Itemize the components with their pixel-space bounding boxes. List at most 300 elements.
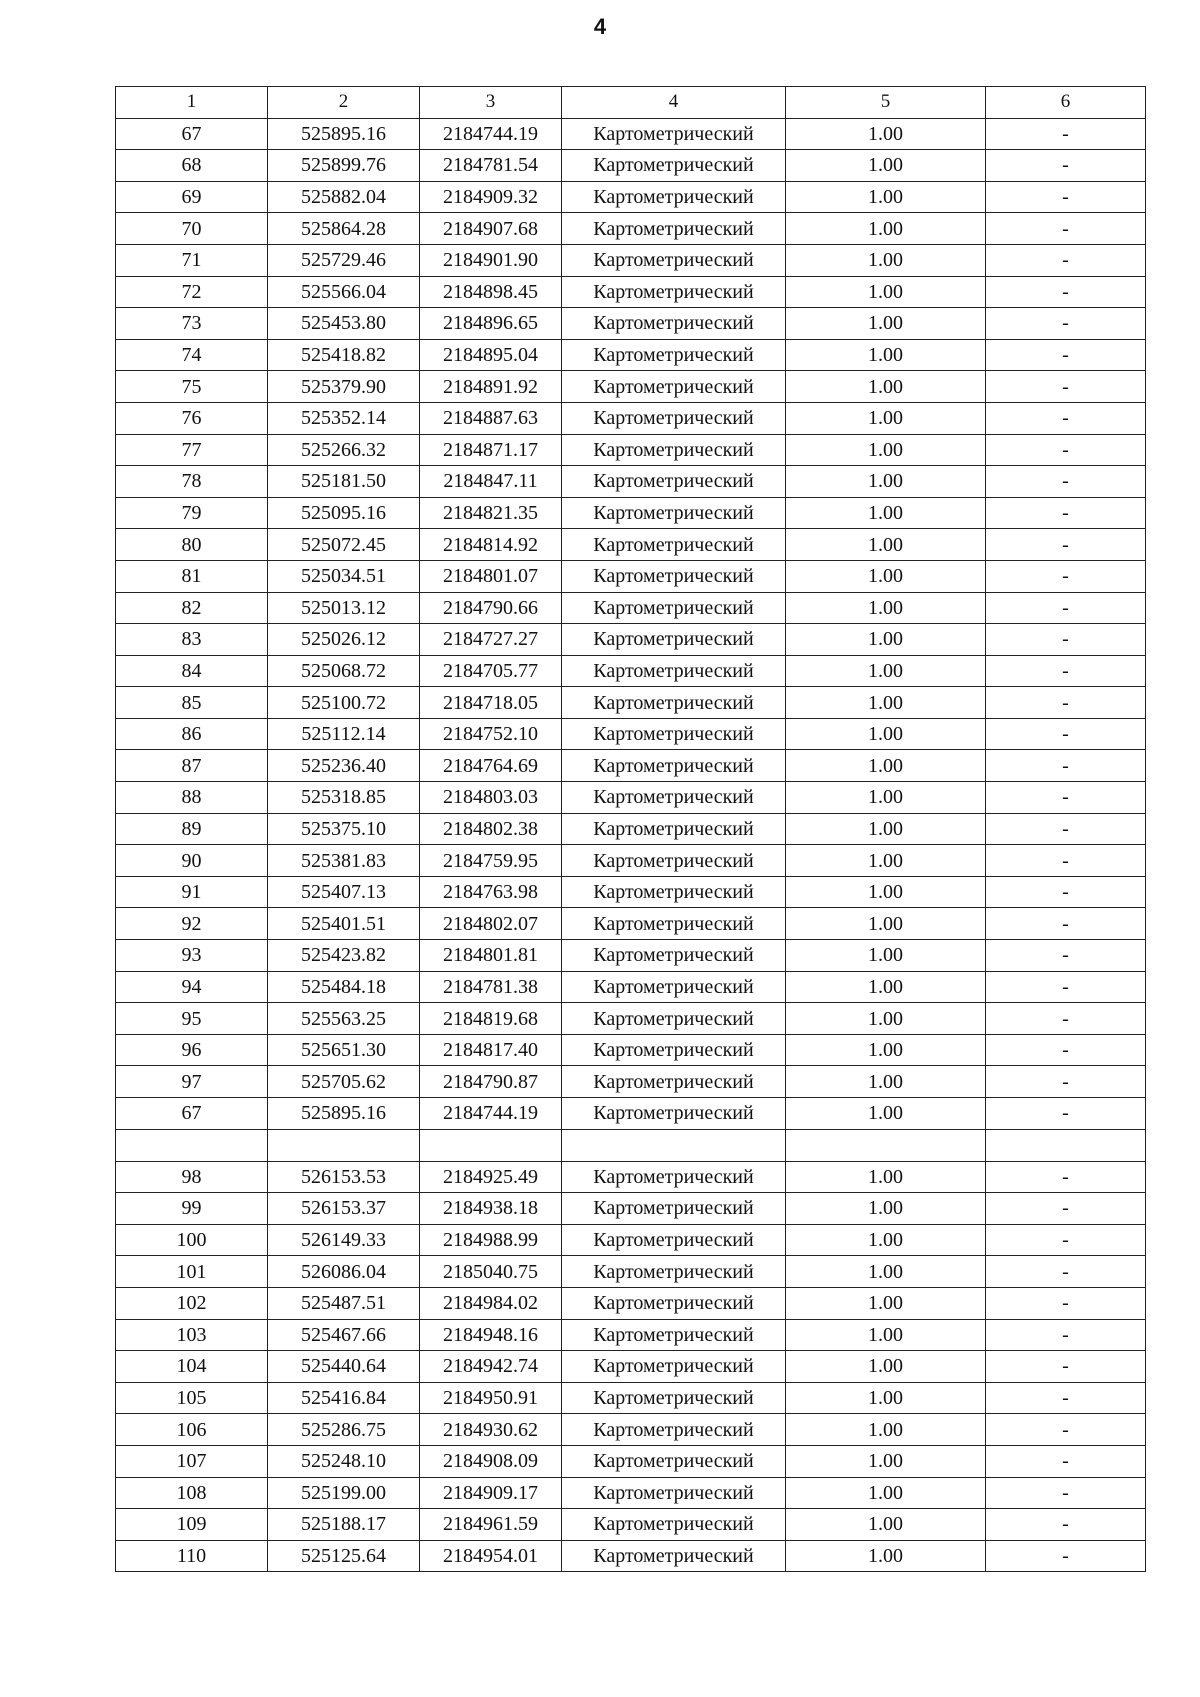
x-coordinate-cell: 525895.16 (268, 1098, 420, 1130)
table-row (116, 845, 1146, 877)
description-cell: - (986, 118, 1146, 150)
table-row (116, 244, 1146, 276)
method-cell: Картометрический (562, 560, 786, 592)
table-row (116, 1445, 1146, 1477)
method-cell: Картометрический (562, 339, 786, 371)
point-number-cell: 76 (116, 402, 268, 434)
point-number-cell: 74 (116, 339, 268, 371)
point-number-cell: 69 (116, 181, 268, 213)
accuracy-cell: 1.00 (786, 750, 986, 782)
page-number: 4 (593, 14, 607, 39)
y-coordinate-cell: 2184895.04 (420, 339, 562, 371)
method-cell: Картометрический (562, 529, 786, 561)
accuracy-cell: 1.00 (786, 813, 986, 845)
y-coordinate-cell: 2184925.49 (420, 1161, 562, 1193)
table-row (116, 497, 1146, 529)
x-coordinate-cell: 525407.13 (268, 876, 420, 908)
x-coordinate-cell: 525453.80 (268, 308, 420, 340)
accuracy-cell (786, 1129, 986, 1161)
description-cell: - (986, 1193, 1146, 1225)
y-coordinate-cell: 2184790.66 (420, 592, 562, 624)
coordinates-table (115, 86, 1146, 1572)
accuracy-cell: 1.00 (786, 687, 986, 719)
method-cell (562, 1129, 786, 1161)
x-coordinate-cell: 525266.32 (268, 434, 420, 466)
table-row (116, 466, 1146, 498)
description-cell (986, 1129, 1146, 1161)
method-cell: Картометрический (562, 466, 786, 498)
y-coordinate-cell: 2184744.19 (420, 118, 562, 150)
y-coordinate-cell: 2184930.62 (420, 1414, 562, 1446)
description-cell: - (986, 402, 1146, 434)
accuracy-cell: 1.00 (786, 876, 986, 908)
table-row (116, 339, 1146, 371)
method-cell: Картометрический (562, 402, 786, 434)
x-coordinate-cell (268, 1129, 420, 1161)
accuracy-cell: 1.00 (786, 434, 986, 466)
description-cell: - (986, 624, 1146, 656)
method-cell: Картометрический (562, 1034, 786, 1066)
y-coordinate-cell: 2184896.65 (420, 308, 562, 340)
description-cell: - (986, 276, 1146, 308)
method-cell: Картометрический (562, 1066, 786, 1098)
point-number-cell: 100 (116, 1224, 268, 1256)
table-row (116, 1034, 1146, 1066)
x-coordinate-cell: 525199.00 (268, 1477, 420, 1509)
x-coordinate-cell: 525416.84 (268, 1382, 420, 1414)
point-number-cell: 106 (116, 1414, 268, 1446)
x-coordinate-cell: 525882.04 (268, 181, 420, 213)
table-row (116, 1509, 1146, 1541)
point-number-cell: 75 (116, 371, 268, 403)
x-coordinate-cell: 525188.17 (268, 1509, 420, 1541)
description-cell: - (986, 1287, 1146, 1319)
y-coordinate-cell: 2184948.16 (420, 1319, 562, 1351)
table-row (116, 1256, 1146, 1288)
description-cell: - (986, 150, 1146, 182)
method-cell: Картометрический (562, 1098, 786, 1130)
description-cell: - (986, 718, 1146, 750)
point-number-cell: 101 (116, 1256, 268, 1288)
y-coordinate-cell: 2184847.11 (420, 466, 562, 498)
x-coordinate-cell: 525423.82 (268, 940, 420, 972)
method-cell: Картометрический (562, 244, 786, 276)
column-header: 6 (986, 87, 1146, 119)
separator-row (116, 1129, 1146, 1161)
y-coordinate-cell: 2184961.59 (420, 1509, 562, 1541)
method-cell: Картометрический (562, 150, 786, 182)
x-coordinate-cell: 525895.16 (268, 118, 420, 150)
point-number-cell: 95 (116, 1003, 268, 1035)
table-row (116, 718, 1146, 750)
accuracy-cell: 1.00 (786, 118, 986, 150)
y-coordinate-cell: 2184781.54 (420, 150, 562, 182)
table-row (116, 782, 1146, 814)
method-cell: Картометрический (562, 876, 786, 908)
description-cell: - (986, 1066, 1146, 1098)
point-number-cell: 99 (116, 1193, 268, 1225)
method-cell: Картометрический (562, 434, 786, 466)
x-coordinate-cell: 525563.25 (268, 1003, 420, 1035)
accuracy-cell: 1.00 (786, 213, 986, 245)
description-cell: - (986, 497, 1146, 529)
method-cell: Картометрический (562, 1351, 786, 1383)
method-cell: Картометрический (562, 655, 786, 687)
accuracy-cell: 1.00 (786, 1098, 986, 1130)
accuracy-cell: 1.00 (786, 1382, 986, 1414)
point-number-cell: 79 (116, 497, 268, 529)
point-number-cell: 85 (116, 687, 268, 719)
table-row (116, 1098, 1146, 1130)
description-cell: - (986, 1319, 1146, 1351)
accuracy-cell: 1.00 (786, 624, 986, 656)
accuracy-cell: 1.00 (786, 1003, 986, 1035)
y-coordinate-cell: 2184752.10 (420, 718, 562, 750)
point-number-cell: 87 (116, 750, 268, 782)
accuracy-cell: 1.00 (786, 339, 986, 371)
table-row (116, 1414, 1146, 1446)
x-coordinate-cell: 525651.30 (268, 1034, 420, 1066)
point-number-cell: 91 (116, 876, 268, 908)
method-cell: Картометрический (562, 1193, 786, 1225)
table-row (116, 1287, 1146, 1319)
description-cell: - (986, 181, 1146, 213)
table-row (116, 213, 1146, 245)
method-cell: Картометрический (562, 1414, 786, 1446)
table-row (116, 687, 1146, 719)
x-coordinate-cell: 525181.50 (268, 466, 420, 498)
description-cell: - (986, 339, 1146, 371)
accuracy-cell: 1.00 (786, 1161, 986, 1193)
description-cell: - (986, 750, 1146, 782)
accuracy-cell: 1.00 (786, 276, 986, 308)
table-row (116, 940, 1146, 972)
y-coordinate-cell: 2184763.98 (420, 876, 562, 908)
description-cell: - (986, 1256, 1146, 1288)
x-coordinate-cell: 525375.10 (268, 813, 420, 845)
point-number-cell: 80 (116, 529, 268, 561)
accuracy-cell: 1.00 (786, 655, 986, 687)
x-coordinate-cell: 526153.37 (268, 1193, 420, 1225)
table-row (116, 750, 1146, 782)
table-row (116, 560, 1146, 592)
description-cell: - (986, 813, 1146, 845)
accuracy-cell: 1.00 (786, 1193, 986, 1225)
table-row (116, 1003, 1146, 1035)
method-cell: Картометрический (562, 813, 786, 845)
point-number-cell: 105 (116, 1382, 268, 1414)
point-number-cell: 83 (116, 624, 268, 656)
y-coordinate-cell: 2184790.87 (420, 1066, 562, 1098)
description-cell: - (986, 1034, 1146, 1066)
point-number-cell: 94 (116, 971, 268, 1003)
description-cell: - (986, 1540, 1146, 1572)
y-coordinate-cell: 2184942.74 (420, 1351, 562, 1383)
point-number-cell: 86 (116, 718, 268, 750)
x-coordinate-cell: 525487.51 (268, 1287, 420, 1319)
y-coordinate-cell: 2184901.90 (420, 244, 562, 276)
table-row (116, 1477, 1146, 1509)
accuracy-cell: 1.00 (786, 1034, 986, 1066)
point-number-cell: 67 (116, 1098, 268, 1130)
x-coordinate-cell: 525034.51 (268, 560, 420, 592)
y-coordinate-cell: 2184814.92 (420, 529, 562, 561)
description-cell: - (986, 244, 1146, 276)
accuracy-cell: 1.00 (786, 845, 986, 877)
accuracy-cell: 1.00 (786, 1224, 986, 1256)
table-row (116, 813, 1146, 845)
method-cell: Картометрический (562, 213, 786, 245)
accuracy-cell: 1.00 (786, 718, 986, 750)
method-cell: Картометрический (562, 1319, 786, 1351)
y-coordinate-cell: 2184938.18 (420, 1193, 562, 1225)
description-cell: - (986, 655, 1146, 687)
x-coordinate-cell: 525352.14 (268, 402, 420, 434)
x-coordinate-cell: 525125.64 (268, 1540, 420, 1572)
table-row (116, 876, 1146, 908)
y-coordinate-cell: 2184909.32 (420, 181, 562, 213)
x-coordinate-cell: 525864.28 (268, 213, 420, 245)
description-cell: - (986, 782, 1146, 814)
table-row (116, 1161, 1146, 1193)
point-number-cell: 93 (116, 940, 268, 972)
column-header: 4 (562, 87, 786, 119)
point-number-cell: 104 (116, 1351, 268, 1383)
y-coordinate-cell: 2184727.27 (420, 624, 562, 656)
column-header: 3 (420, 87, 562, 119)
point-number-cell: 102 (116, 1287, 268, 1319)
point-number-cell: 90 (116, 845, 268, 877)
method-cell: Картометрический (562, 750, 786, 782)
method-cell: Картометрический (562, 908, 786, 940)
accuracy-cell: 1.00 (786, 150, 986, 182)
table-row (116, 1319, 1146, 1351)
point-number-cell: 84 (116, 655, 268, 687)
table-row (116, 276, 1146, 308)
point-number-cell: 73 (116, 308, 268, 340)
header-row (116, 87, 1146, 119)
y-coordinate-cell: 2184781.38 (420, 971, 562, 1003)
x-coordinate-cell: 526149.33 (268, 1224, 420, 1256)
description-cell: - (986, 1351, 1146, 1383)
accuracy-cell: 1.00 (786, 497, 986, 529)
description-cell: - (986, 1224, 1146, 1256)
description-cell: - (986, 876, 1146, 908)
accuracy-cell: 1.00 (786, 1319, 986, 1351)
description-cell: - (986, 940, 1146, 972)
y-coordinate-cell: 2184802.07 (420, 908, 562, 940)
x-coordinate-cell: 525072.45 (268, 529, 420, 561)
accuracy-cell: 1.00 (786, 466, 986, 498)
y-coordinate-cell: 2184950.91 (420, 1382, 562, 1414)
table-row (116, 624, 1146, 656)
point-number-cell: 81 (116, 560, 268, 592)
x-coordinate-cell: 525095.16 (268, 497, 420, 529)
column-header: 2 (268, 87, 420, 119)
x-coordinate-cell: 525248.10 (268, 1445, 420, 1477)
x-coordinate-cell: 525899.76 (268, 150, 420, 182)
y-coordinate-cell: 2184817.40 (420, 1034, 562, 1066)
x-coordinate-cell: 525236.40 (268, 750, 420, 782)
x-coordinate-cell: 525112.14 (268, 718, 420, 750)
method-cell: Картометрический (562, 371, 786, 403)
method-cell: Картометрический (562, 845, 786, 877)
method-cell: Картометрический (562, 718, 786, 750)
description-cell: - (986, 1161, 1146, 1193)
point-number-cell: 71 (116, 244, 268, 276)
x-coordinate-cell: 525318.85 (268, 782, 420, 814)
x-coordinate-cell: 525379.90 (268, 371, 420, 403)
method-cell: Картометрический (562, 687, 786, 719)
x-coordinate-cell: 525068.72 (268, 655, 420, 687)
accuracy-cell: 1.00 (786, 1351, 986, 1383)
description-cell: - (986, 466, 1146, 498)
x-coordinate-cell: 525100.72 (268, 687, 420, 719)
y-coordinate-cell: 2184801.81 (420, 940, 562, 972)
method-cell: Картометрический (562, 1161, 786, 1193)
table-row (116, 402, 1146, 434)
method-cell: Картометрический (562, 1477, 786, 1509)
method-cell: Картометрический (562, 1445, 786, 1477)
accuracy-cell: 1.00 (786, 1066, 986, 1098)
y-coordinate-cell: 2184819.68 (420, 1003, 562, 1035)
description-cell: - (986, 213, 1146, 245)
table-row (116, 371, 1146, 403)
y-coordinate-cell: 2184759.95 (420, 845, 562, 877)
point-number-cell: 109 (116, 1509, 268, 1541)
y-coordinate-cell: 2184803.03 (420, 782, 562, 814)
y-coordinate-cell: 2184718.05 (420, 687, 562, 719)
y-coordinate-cell: 2185040.75 (420, 1256, 562, 1288)
x-coordinate-cell: 526153.53 (268, 1161, 420, 1193)
description-cell: - (986, 971, 1146, 1003)
y-coordinate-cell (420, 1129, 562, 1161)
method-cell: Картометрический (562, 1287, 786, 1319)
column-header: 1 (116, 87, 268, 119)
point-number-cell: 82 (116, 592, 268, 624)
table-body (116, 118, 1146, 1572)
accuracy-cell: 1.00 (786, 940, 986, 972)
point-number-cell: 103 (116, 1319, 268, 1351)
accuracy-cell: 1.00 (786, 1414, 986, 1446)
description-cell: - (986, 434, 1146, 466)
point-number-cell: 96 (116, 1034, 268, 1066)
table-row (116, 118, 1146, 150)
method-cell: Картометрический (562, 118, 786, 150)
method-cell: Картометрический (562, 1224, 786, 1256)
x-coordinate-cell: 525401.51 (268, 908, 420, 940)
point-number-cell: 67 (116, 118, 268, 150)
table-row (116, 592, 1146, 624)
accuracy-cell: 1.00 (786, 402, 986, 434)
method-cell: Картометрический (562, 1256, 786, 1288)
point-number-cell: 77 (116, 434, 268, 466)
x-coordinate-cell: 525418.82 (268, 339, 420, 371)
column-header: 5 (786, 87, 986, 119)
point-number-cell: 70 (116, 213, 268, 245)
table-row (116, 1382, 1146, 1414)
description-cell: - (986, 1414, 1146, 1446)
description-cell: - (986, 908, 1146, 940)
table-row (116, 150, 1146, 182)
y-coordinate-cell: 2184802.38 (420, 813, 562, 845)
accuracy-cell: 1.00 (786, 908, 986, 940)
description-cell: - (986, 560, 1146, 592)
y-coordinate-cell: 2184764.69 (420, 750, 562, 782)
table-row (116, 434, 1146, 466)
table-row (116, 308, 1146, 340)
method-cell: Картометрический (562, 1003, 786, 1035)
description-cell: - (986, 371, 1146, 403)
accuracy-cell: 1.00 (786, 592, 986, 624)
x-coordinate-cell: 525286.75 (268, 1414, 420, 1446)
y-coordinate-cell: 2184891.92 (420, 371, 562, 403)
x-coordinate-cell: 525026.12 (268, 624, 420, 656)
method-cell: Картометрический (562, 1540, 786, 1572)
table-row (116, 908, 1146, 940)
method-cell: Картометрический (562, 1382, 786, 1414)
x-coordinate-cell: 525484.18 (268, 971, 420, 1003)
method-cell: Картометрический (562, 1509, 786, 1541)
y-coordinate-cell: 2184908.09 (420, 1445, 562, 1477)
accuracy-cell: 1.00 (786, 371, 986, 403)
method-cell: Картометрический (562, 497, 786, 529)
point-number-cell: 88 (116, 782, 268, 814)
description-cell: - (986, 1477, 1146, 1509)
accuracy-cell: 1.00 (786, 1287, 986, 1319)
table-row (116, 1066, 1146, 1098)
table-row (116, 1540, 1146, 1572)
x-coordinate-cell: 525381.83 (268, 845, 420, 877)
x-coordinate-cell: 525566.04 (268, 276, 420, 308)
y-coordinate-cell: 2184909.17 (420, 1477, 562, 1509)
x-coordinate-cell: 525705.62 (268, 1066, 420, 1098)
method-cell: Картометрический (562, 940, 786, 972)
accuracy-cell: 1.00 (786, 1445, 986, 1477)
y-coordinate-cell: 2184984.02 (420, 1287, 562, 1319)
accuracy-cell: 1.00 (786, 1256, 986, 1288)
x-coordinate-cell: 525467.66 (268, 1319, 420, 1351)
x-coordinate-cell: 525013.12 (268, 592, 420, 624)
y-coordinate-cell: 2184988.99 (420, 1224, 562, 1256)
point-number-cell: 108 (116, 1477, 268, 1509)
table-row (116, 971, 1146, 1003)
y-coordinate-cell: 2184801.07 (420, 560, 562, 592)
description-cell: - (986, 845, 1146, 877)
method-cell: Картометрический (562, 971, 786, 1003)
table-row (116, 181, 1146, 213)
point-number-cell: 78 (116, 466, 268, 498)
description-cell: - (986, 1509, 1146, 1541)
table-row (116, 1224, 1146, 1256)
method-cell: Картометрический (562, 276, 786, 308)
description-cell: - (986, 687, 1146, 719)
y-coordinate-cell: 2184821.35 (420, 497, 562, 529)
point-number-cell: 98 (116, 1161, 268, 1193)
x-coordinate-cell: 526086.04 (268, 1256, 420, 1288)
accuracy-cell: 1.00 (786, 782, 986, 814)
method-cell: Картометрический (562, 181, 786, 213)
description-cell: - (986, 529, 1146, 561)
table-row (116, 1351, 1146, 1383)
description-cell: - (986, 592, 1146, 624)
description-cell: - (986, 1382, 1146, 1414)
y-coordinate-cell: 2184887.63 (420, 402, 562, 434)
point-number-cell: 68 (116, 150, 268, 182)
method-cell: Картометрический (562, 782, 786, 814)
description-cell: - (986, 1445, 1146, 1477)
accuracy-cell: 1.00 (786, 308, 986, 340)
